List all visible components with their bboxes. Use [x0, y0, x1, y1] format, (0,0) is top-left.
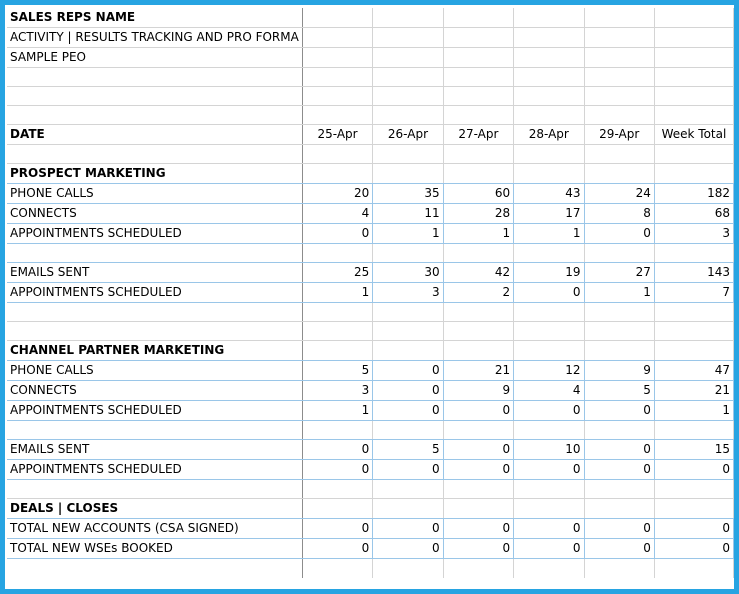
value-cell[interactable]: 21: [443, 361, 513, 381]
value-cell[interactable]: 0: [302, 519, 372, 539]
cell[interactable]: [443, 8, 513, 28]
cell[interactable]: [443, 303, 513, 322]
total-cell[interactable]: 3: [654, 224, 733, 244]
cell[interactable]: [514, 480, 584, 499]
table-row: [7, 519, 734, 539]
cell[interactable]: [654, 87, 733, 106]
cell[interactable]: [584, 145, 654, 164]
table-row: [7, 440, 734, 460]
value-cell[interactable]: 24: [584, 184, 654, 204]
total-cell[interactable]: 0: [654, 539, 733, 559]
empty-row: [7, 303, 734, 322]
value-cell[interactable]: 0: [443, 519, 513, 539]
sheet-title[interactable]: SALES REPS NAME: [7, 8, 302, 28]
cell[interactable]: [584, 322, 654, 341]
cell[interactable]: [302, 68, 372, 87]
cell[interactable]: [443, 28, 513, 48]
total-cell[interactable]: 182: [654, 184, 733, 204]
total-cell[interactable]: 47: [654, 361, 733, 381]
table-row: [7, 263, 734, 283]
total-cell[interactable]: 15: [654, 440, 733, 460]
value-cell[interactable]: 0: [373, 401, 443, 421]
cell[interactable]: [654, 244, 733, 263]
cell[interactable]: [7, 322, 302, 341]
cell[interactable]: [373, 559, 443, 578]
value-cell[interactable]: 0: [302, 539, 372, 559]
value-cell[interactable]: 1: [514, 224, 584, 244]
value-cell[interactable]: 0: [514, 283, 584, 303]
value-cell[interactable]: 0: [584, 539, 654, 559]
cell[interactable]: [654, 106, 733, 125]
sheet-subtitle[interactable]: ACTIVITY | RESULTS TRACKING AND PRO FORMA: [7, 28, 302, 48]
cell[interactable]: [584, 341, 654, 361]
row-label[interactable]: PHONE CALLS: [7, 184, 302, 204]
cell[interactable]: [302, 499, 372, 519]
cell[interactable]: [302, 559, 372, 578]
empty-row: [7, 145, 734, 164]
cell[interactable]: [7, 145, 302, 164]
cell[interactable]: [373, 480, 443, 499]
table-row: [7, 361, 734, 381]
total-cell[interactable]: 68: [654, 204, 733, 224]
value-cell[interactable]: 19: [514, 263, 584, 283]
cell[interactable]: [514, 68, 584, 87]
day-header[interactable]: 28-Apr: [514, 125, 584, 145]
date-column-label[interactable]: DATE: [7, 125, 302, 145]
value-cell[interactable]: 9: [584, 361, 654, 381]
value-cell[interactable]: 0: [514, 401, 584, 421]
cell[interactable]: [584, 164, 654, 184]
cell[interactable]: [443, 48, 513, 68]
cell[interactable]: [443, 421, 513, 440]
cell[interactable]: [443, 145, 513, 164]
cell[interactable]: [373, 87, 443, 106]
value-cell[interactable]: 0: [443, 539, 513, 559]
cell[interactable]: [654, 48, 733, 68]
value-cell[interactable]: 28: [443, 204, 513, 224]
cell[interactable]: [373, 145, 443, 164]
cell[interactable]: [302, 244, 372, 263]
value-cell[interactable]: 0: [373, 519, 443, 539]
value-cell[interactable]: 20: [302, 184, 372, 204]
cell[interactable]: [302, 48, 372, 68]
activity-tracking-sheet: [7, 8, 734, 578]
empty-row: [7, 559, 734, 578]
cell[interactable]: [373, 8, 443, 28]
value-cell[interactable]: 35: [373, 184, 443, 204]
week-total-header[interactable]: Week Total: [654, 125, 733, 145]
row-label[interactable]: APPOINTMENTS SCHEDULED: [7, 401, 302, 421]
value-cell[interactable]: 0: [584, 401, 654, 421]
cell[interactable]: [584, 68, 654, 87]
cell[interactable]: [7, 87, 302, 106]
cell[interactable]: [443, 106, 513, 125]
total-cell[interactable]: 7: [654, 283, 733, 303]
value-cell[interactable]: 0: [584, 224, 654, 244]
value-cell[interactable]: 0: [443, 460, 513, 480]
cell[interactable]: [584, 48, 654, 68]
cell[interactable]: [373, 68, 443, 87]
company-name[interactable]: SAMPLE PEO: [7, 48, 302, 68]
empty-row: [7, 106, 734, 125]
table-row: [7, 460, 734, 480]
value-cell[interactable]: 0: [584, 440, 654, 460]
cell[interactable]: [514, 145, 584, 164]
cell[interactable]: [7, 106, 302, 125]
cell[interactable]: [514, 87, 584, 106]
cell[interactable]: [302, 164, 372, 184]
value-cell[interactable]: 30: [373, 263, 443, 283]
value-cell[interactable]: 1: [584, 283, 654, 303]
cell[interactable]: [7, 421, 302, 440]
value-cell[interactable]: 10: [514, 440, 584, 460]
value-cell[interactable]: 0: [584, 519, 654, 539]
value-cell[interactable]: 1: [373, 224, 443, 244]
row-label[interactable]: TOTAL NEW WSEs BOOKED: [7, 539, 302, 559]
value-cell[interactable]: 27: [584, 263, 654, 283]
cell[interactable]: [514, 48, 584, 68]
cell[interactable]: [514, 106, 584, 125]
cell[interactable]: [514, 164, 584, 184]
section-title[interactable]: DEALS | CLOSES: [7, 499, 302, 519]
value-cell[interactable]: 0: [302, 460, 372, 480]
cell[interactable]: [584, 303, 654, 322]
cell[interactable]: [654, 341, 733, 361]
cell[interactable]: [443, 480, 513, 499]
section-header-row: [7, 499, 734, 519]
cell[interactable]: [373, 164, 443, 184]
value-cell[interactable]: 0: [584, 460, 654, 480]
cell[interactable]: [7, 68, 302, 87]
value-cell[interactable]: 4: [514, 381, 584, 401]
cell[interactable]: [584, 8, 654, 28]
cell[interactable]: [443, 164, 513, 184]
cell[interactable]: [584, 421, 654, 440]
value-cell[interactable]: 1: [302, 401, 372, 421]
cell[interactable]: [514, 559, 584, 578]
total-cell[interactable]: 1: [654, 401, 733, 421]
table-row: [7, 401, 734, 421]
value-cell[interactable]: 0: [514, 460, 584, 480]
cell[interactable]: [373, 48, 443, 68]
cell[interactable]: [302, 106, 372, 125]
row-label[interactable]: TOTAL NEW ACCOUNTS (CSA SIGNED): [7, 519, 302, 539]
subtitle-row: [7, 28, 734, 48]
value-cell[interactable]: 0: [373, 460, 443, 480]
table-row: [7, 184, 734, 204]
value-cell[interactable]: 2: [443, 283, 513, 303]
cell[interactable]: [654, 559, 733, 578]
row-label[interactable]: PHONE CALLS: [7, 361, 302, 381]
value-cell[interactable]: 1: [443, 224, 513, 244]
section-header-row: [7, 341, 734, 361]
value-cell[interactable]: 0: [443, 440, 513, 460]
title-row: [7, 8, 734, 28]
cell[interactable]: [302, 421, 372, 440]
cell[interactable]: [654, 145, 733, 164]
value-cell[interactable]: 8: [584, 204, 654, 224]
cell[interactable]: [654, 68, 733, 87]
table-row: [7, 539, 734, 559]
cell[interactable]: [302, 303, 372, 322]
row-label[interactable]: EMAILS SENT: [7, 440, 302, 460]
row-label[interactable]: APPOINTMENTS SCHEDULED: [7, 224, 302, 244]
value-cell[interactable]: 11: [373, 204, 443, 224]
value-cell[interactable]: 25: [302, 263, 372, 283]
cell[interactable]: [584, 244, 654, 263]
day-header[interactable]: 25-Apr: [302, 125, 372, 145]
cell[interactable]: [584, 87, 654, 106]
row-label[interactable]: APPOINTMENTS SCHEDULED: [7, 460, 302, 480]
cell[interactable]: [443, 559, 513, 578]
value-cell[interactable]: 5: [373, 440, 443, 460]
cell[interactable]: [302, 8, 372, 28]
value-cell[interactable]: 1: [302, 283, 372, 303]
day-header[interactable]: 27-Apr: [443, 125, 513, 145]
cell[interactable]: [443, 87, 513, 106]
value-cell[interactable]: 3: [302, 381, 372, 401]
cell[interactable]: [584, 499, 654, 519]
cell[interactable]: [654, 499, 733, 519]
cell[interactable]: [7, 303, 302, 322]
empty-row: [7, 480, 734, 499]
table-row: [7, 224, 734, 244]
cell[interactable]: [514, 8, 584, 28]
cell[interactable]: [584, 559, 654, 578]
cell[interactable]: [584, 480, 654, 499]
cell[interactable]: [7, 559, 302, 578]
cell[interactable]: [302, 341, 372, 361]
value-cell[interactable]: 0: [514, 519, 584, 539]
total-cell[interactable]: 0: [654, 519, 733, 539]
value-cell[interactable]: 0: [373, 361, 443, 381]
day-header[interactable]: 26-Apr: [373, 125, 443, 145]
value-cell[interactable]: 0: [373, 381, 443, 401]
row-label[interactable]: CONNECTS: [7, 381, 302, 401]
cell[interactable]: [443, 68, 513, 87]
cell[interactable]: [514, 322, 584, 341]
cell[interactable]: [654, 303, 733, 322]
value-cell[interactable]: 42: [443, 263, 513, 283]
cell[interactable]: [373, 322, 443, 341]
section-title[interactable]: PROSPECT MARKETING: [7, 164, 302, 184]
value-cell[interactable]: 5: [302, 361, 372, 381]
row-label[interactable]: CONNECTS: [7, 204, 302, 224]
cell[interactable]: [514, 244, 584, 263]
cell[interactable]: [654, 164, 733, 184]
cell[interactable]: [373, 28, 443, 48]
cell[interactable]: [514, 303, 584, 322]
cell[interactable]: [443, 244, 513, 263]
table-row: [7, 283, 734, 303]
value-cell[interactable]: 0: [443, 401, 513, 421]
empty-row: [7, 68, 734, 87]
cell[interactable]: [302, 87, 372, 106]
row-label[interactable]: EMAILS SENT: [7, 263, 302, 283]
cell[interactable]: [584, 106, 654, 125]
value-cell[interactable]: 0: [302, 224, 372, 244]
cell[interactable]: [654, 28, 733, 48]
section-header-row: [7, 164, 734, 184]
sheet-body: [7, 8, 734, 578]
cell[interactable]: [654, 8, 733, 28]
day-header[interactable]: 29-Apr: [584, 125, 654, 145]
cell[interactable]: [654, 322, 733, 341]
cell[interactable]: [373, 499, 443, 519]
cell[interactable]: [443, 341, 513, 361]
cell[interactable]: [7, 480, 302, 499]
cell[interactable]: [302, 480, 372, 499]
cell[interactable]: [443, 322, 513, 341]
value-cell[interactable]: 0: [302, 440, 372, 460]
table-row: [7, 381, 734, 401]
cell[interactable]: [7, 244, 302, 263]
cell[interactable]: [302, 145, 372, 164]
value-cell[interactable]: 4: [302, 204, 372, 224]
cell[interactable]: [302, 28, 372, 48]
cell[interactable]: [514, 28, 584, 48]
value-cell[interactable]: 17: [514, 204, 584, 224]
cell[interactable]: [373, 421, 443, 440]
cell[interactable]: [514, 421, 584, 440]
cell[interactable]: [373, 106, 443, 125]
cell[interactable]: [654, 480, 733, 499]
value-cell[interactable]: 0: [514, 539, 584, 559]
section-title[interactable]: CHANNEL PARTNER MARKETING: [7, 341, 302, 361]
cell[interactable]: [654, 421, 733, 440]
empty-row: [7, 244, 734, 263]
table-row: [7, 204, 734, 224]
value-cell[interactable]: 60: [443, 184, 513, 204]
total-cell[interactable]: 0: [654, 460, 733, 480]
value-cell[interactable]: 12: [514, 361, 584, 381]
row-label[interactable]: APPOINTMENTS SCHEDULED: [7, 283, 302, 303]
empty-row: [7, 87, 734, 106]
cell[interactable]: [514, 499, 584, 519]
cell[interactable]: [584, 28, 654, 48]
cell[interactable]: [373, 303, 443, 322]
column-header-row: [7, 125, 734, 145]
value-cell[interactable]: 5: [584, 381, 654, 401]
cell[interactable]: [514, 341, 584, 361]
empty-row: [7, 421, 734, 440]
total-cell[interactable]: 143: [654, 263, 733, 283]
value-cell[interactable]: 43: [514, 184, 584, 204]
cell[interactable]: [373, 244, 443, 263]
value-cell[interactable]: 0: [373, 539, 443, 559]
empty-row: [7, 322, 734, 341]
cell[interactable]: [373, 341, 443, 361]
cell[interactable]: [443, 499, 513, 519]
value-cell[interactable]: 9: [443, 381, 513, 401]
total-cell[interactable]: 21: [654, 381, 733, 401]
cell[interactable]: [302, 322, 372, 341]
company-row: [7, 48, 734, 68]
value-cell[interactable]: 3: [373, 283, 443, 303]
